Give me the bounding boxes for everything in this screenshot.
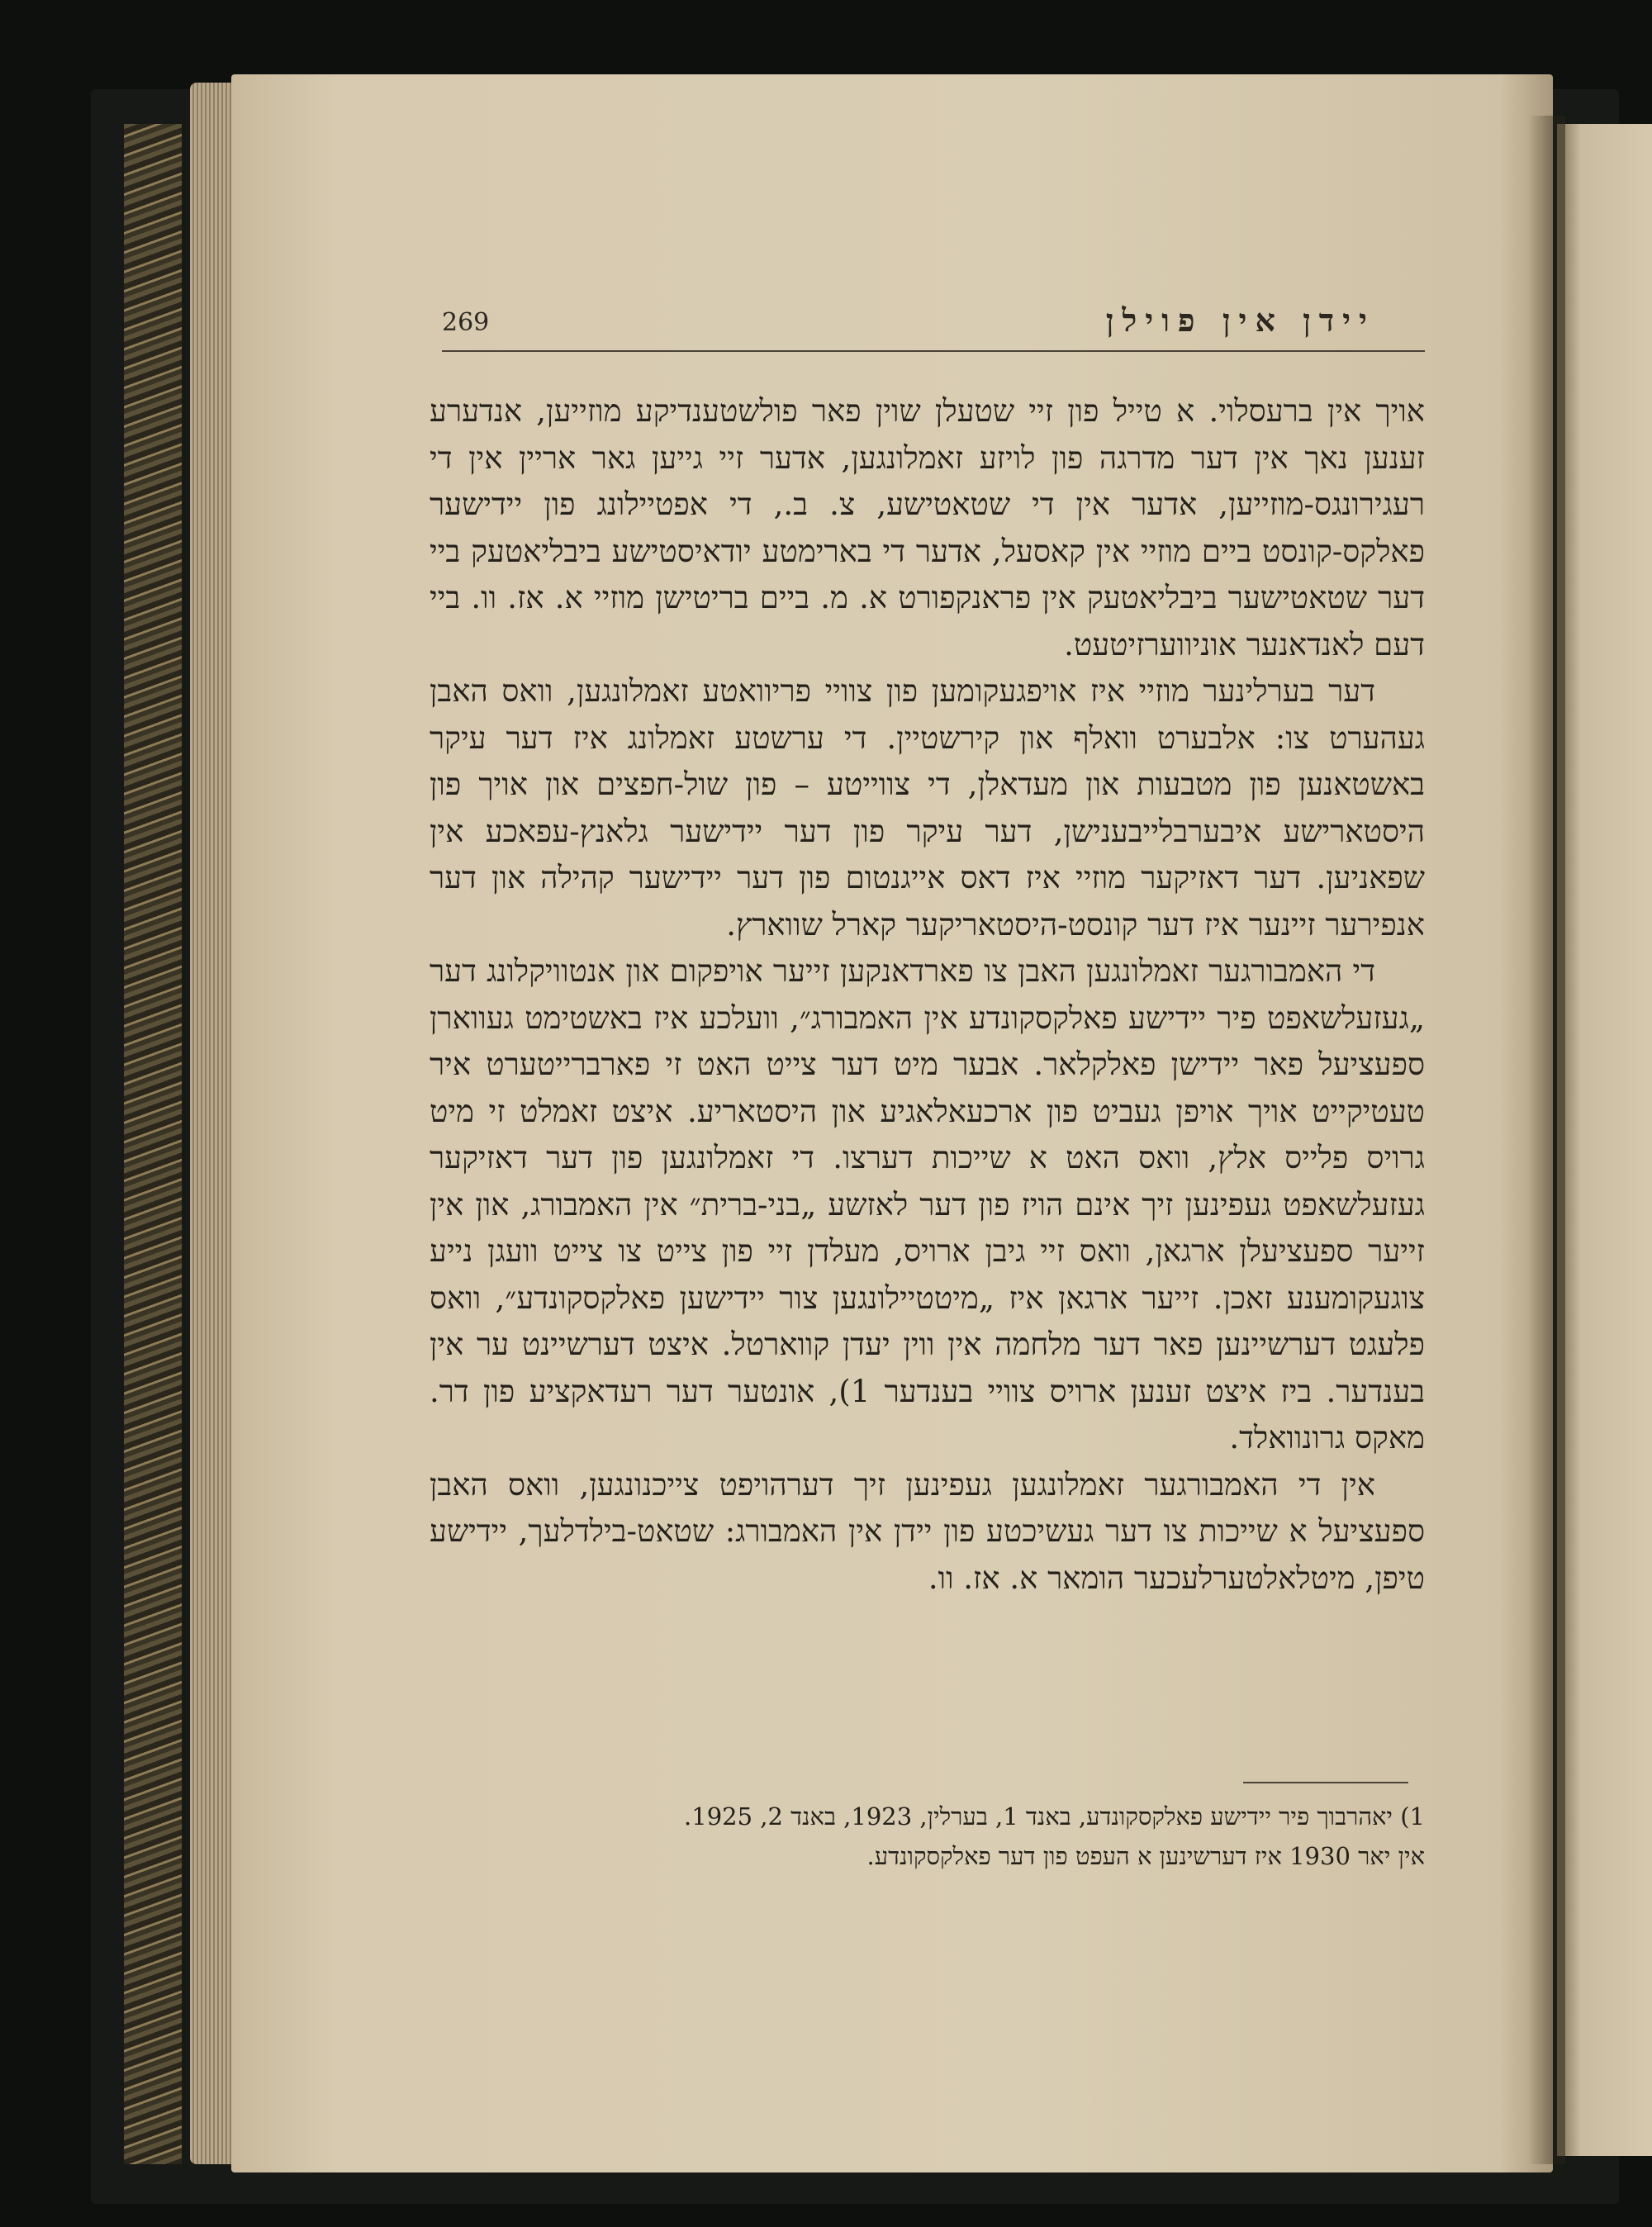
- book-spine-edge: [124, 124, 182, 2164]
- paragraph: דער בערלינער מוזיי איז אויפגעקומען פון צוויי פריוואטע זאמלונגען, וואס האבן געהערט צו: אלבערט וואלף און קירשטיין. די ערשטע זאמלונג איז דער עיקר באשטאנען פון מטבעות און מעדאלן, די צווייטע – פון שול-חפצים און אויך פון היסטארישע איבערבלייבענישן, דער עיקר פון דער יידישער גלאנץ-עפאכע אין שפאניען. דער דאזיקער מוזיי איז דאס אייגנטום פון דער יידישער קהילה און דער אנפירער זיינער איז דער קונסט-היסטאריקער קארל שווארץ.: [430, 673, 1425, 943]
- running-head: יידן אין פוילן: [1105, 302, 1375, 339]
- footnote: אין יאר 1930 איז דערשינען א העפט פון דער פאלקסקונדע.: [866, 1842, 1425, 1870]
- header-rule: [442, 350, 1425, 352]
- facing-page: [1557, 124, 1652, 2156]
- footnotes: [417, 1797, 1425, 1876]
- paragraph: די האמבורגער זאמלונגען האבן צו פארדאנקען זייער אויפקום און אנטוויקלונג דער „געזעלשאפט פיר יידישע פאלקסקונדע אין האמבורג״, וועלכע איז באשטימט געווארן ספעציעל פאר יידישן פאלקלאר. אבער מיט דער צייט האט זי פארברייטערט איר טעטיקייט אויך אויפן געביט פון ארכעאלאגיע און היסטאריע. איצט זאמלט זי מיט גרויס פלייס אלץ, וואס האט א שייכות דערצו. די זאמלונגען פון דער דאזיקער געזעלשאפט געפינען זיך אינם הויז פון דער לאזשע „בני-ברית״ אין האמבורג, און אין זייער ספעציעלן ארגאן, וואס זיי גיבן ארויס, מעלדן זיי פון צייט צו צייט וועגן נייע צוגעקומענע זאכן. זייער ארגאן איז „מיטטיילונגען צור יידישען פאלקסקונדע״, וואס פלעגט דערשיינען פאר דער מלחמה אין ווין יעדן קווארטל. איצט דערשיינט ער אין בענדער. ביז איצט זענען ארויס צוויי בענדער 1), אונטער דער רעדאקציע פון דר. מאקס גרונוואלד.: [430, 953, 1425, 1455]
- page-number: 269: [442, 308, 490, 337]
- paragraph: אין די האמבורגער זאמלונגען געפינען זיך דערהויפט צייכנונגען, וואס האבן ספעציעל א שייכות צו דער געשיכטע פון יידן אין האמבורג: שטאט-בילדלעך, יידישע טיפן, מיטלאלטערלעכער הומאר א. אז. וו.: [430, 1466, 1425, 1596]
- page-gutter-shadow: [1528, 116, 1565, 2164]
- paragraph: אויך אין ברעסלוי. א טייל פון זיי שטעלן שוין פאר פולשטענדיקע מוזייען, אנדערע זענען נאך אין דער מדרגה פון לויזע זאמלונגען, אדער זיי גייען גאר אריין אין די רעגירונגס-מוזייען, אדער אין די שטאטישע, צ. ב., די אפטיילונג פון יידישער פאלקס-קונסט ביים מוזיי אין קאסעל, אדער די בארימטע יודאיסטישע ביבליאטעק ביי דער שטאטישער ביבליאטעק אין פראנקפורט א. מ. ביים בריטישן מוזיי א. אז. וו. ביי דעם לאנדאנער אוניווערזיטעט.: [430, 393, 1425, 662]
- footnote-rule: [1243, 1782, 1408, 1783]
- body-text: [430, 388, 1425, 1602]
- page-header: [442, 302, 1425, 351]
- footnote: 1) יאהרבוך פיר יידישע פאלקסקונדע, באנד 1, בערלין, 1923, באנד 2, 1925.: [684, 1802, 1425, 1831]
